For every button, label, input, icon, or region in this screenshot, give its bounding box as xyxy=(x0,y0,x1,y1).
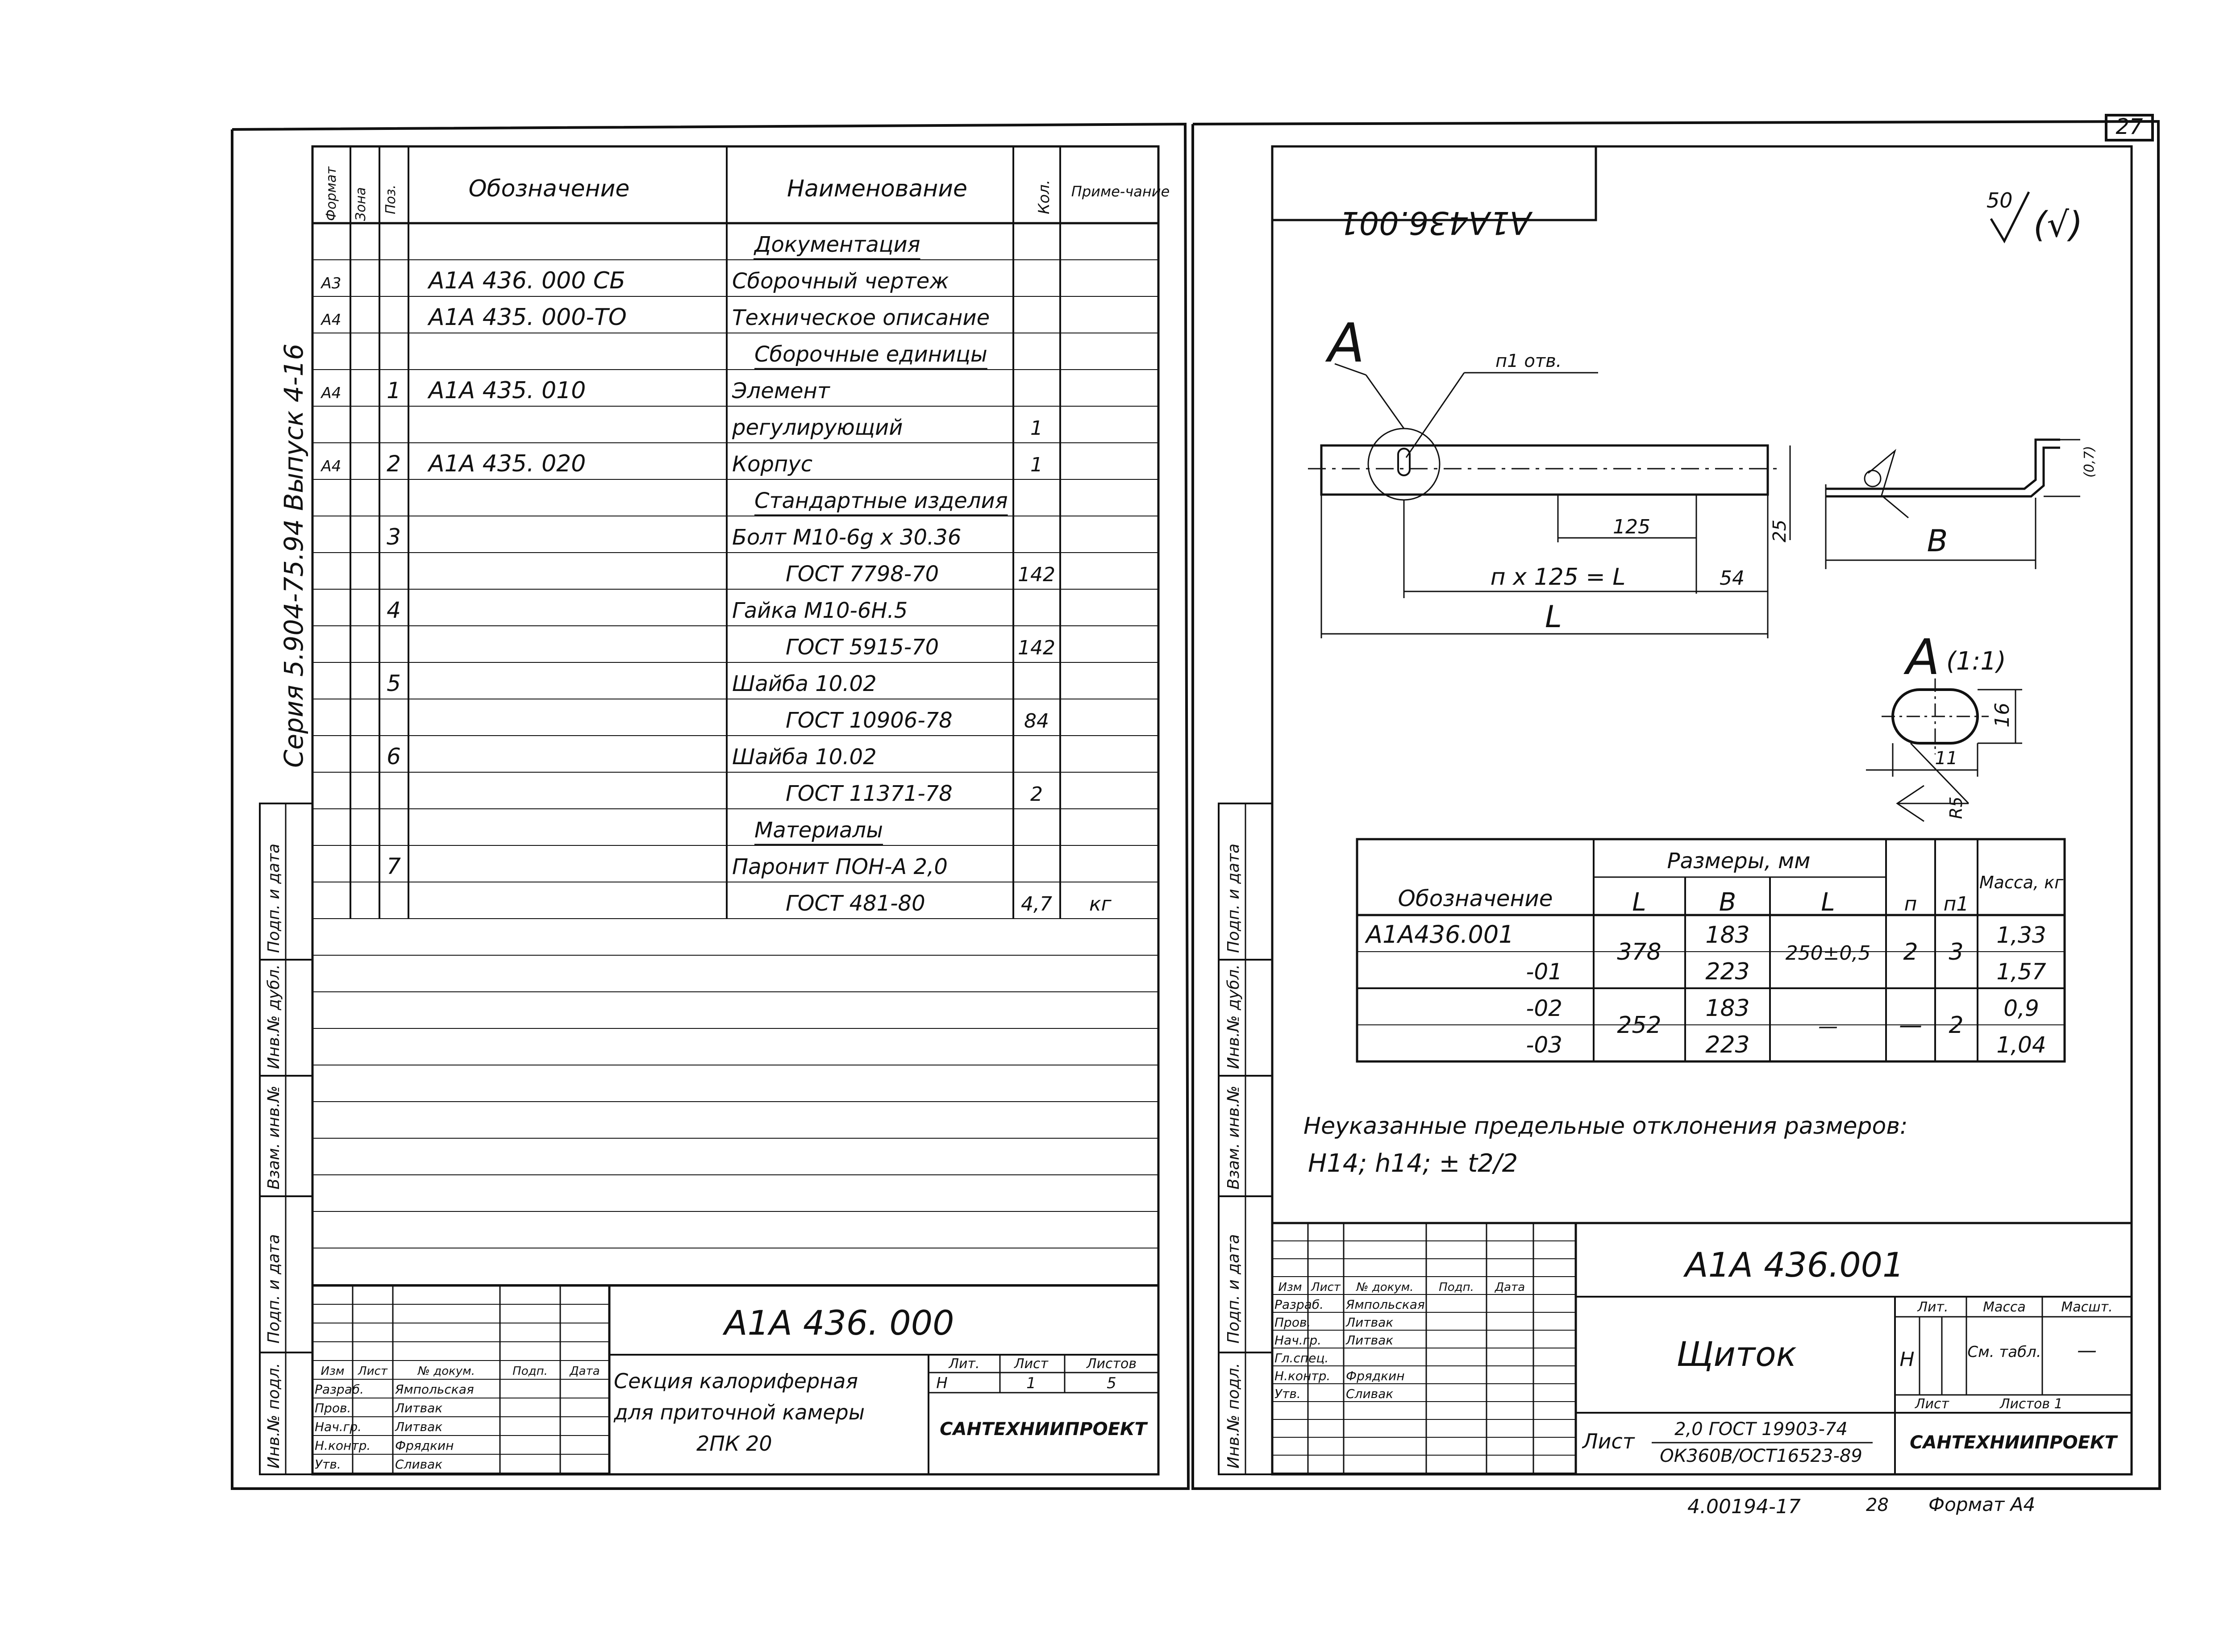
cell-name: ГОСТ 481-80 xyxy=(786,891,925,916)
table-row xyxy=(312,232,1158,260)
cell-name: ГОСТ 10906-78 xyxy=(786,708,953,733)
cell-l: — xyxy=(1818,1015,1838,1038)
note-line-2: Н14; h14; ± t2/2 xyxy=(1308,1149,1518,1178)
cell-name: Шайба 10.02 xyxy=(732,671,877,696)
cell-L: 378 xyxy=(1617,939,1662,965)
cell-qty: 142 xyxy=(1018,637,1055,659)
roughness-value: 50 xyxy=(1986,188,2013,212)
part-side-profile xyxy=(1826,440,2097,569)
cell-mass: 0,9 xyxy=(2003,995,2039,1021)
view-a-label: А xyxy=(1328,312,1365,375)
section-heading: Сборочные единицы xyxy=(754,342,987,367)
right-lit-header: Лит. xyxy=(1917,1299,1949,1315)
change-header: № докум. xyxy=(417,1365,475,1378)
left-inner-frame xyxy=(312,146,1158,1474)
note-line-1: Неуказанные предельные отклонения размеров: xyxy=(1303,1113,1908,1140)
cell-format: А4 xyxy=(321,311,341,329)
spec-header-name: Наименование xyxy=(787,175,968,202)
person-role: Пров. xyxy=(315,1401,351,1415)
material-bottom: ОК360В/ОСТ16523-89 xyxy=(1660,1446,1862,1466)
cell-mass: 1,33 xyxy=(1996,922,2046,948)
section-heading: Документация xyxy=(754,232,920,257)
left-sheets-value: 5 xyxy=(1107,1374,1116,1392)
variant-code: -02 xyxy=(1526,995,1562,1021)
person-role: Н.контр. xyxy=(315,1438,371,1453)
left-sheets-header: Листов xyxy=(1086,1356,1137,1372)
table-row xyxy=(312,744,1158,772)
person-name: Сливак xyxy=(395,1457,443,1472)
cell-qty: 84 xyxy=(1024,710,1049,732)
footer-page: 28 xyxy=(1866,1495,1889,1515)
change-header: Лист xyxy=(1311,1281,1341,1294)
right-scale-header: Масшт. xyxy=(2061,1299,2113,1315)
table-row xyxy=(312,377,1158,406)
left-sheet xyxy=(260,146,1170,1474)
mirrored-doc-code: А1А436.001 xyxy=(1339,204,1531,241)
table-row xyxy=(312,853,1158,882)
page-number: 27 xyxy=(2115,114,2143,139)
cell-name: ГОСТ 5915-70 xyxy=(786,635,939,660)
roughness-symbol xyxy=(1986,188,2083,245)
detail-a-view xyxy=(1866,628,2022,821)
dim-L: L xyxy=(1545,599,1562,635)
stamp-label: Инв.№ дубл. xyxy=(265,964,283,1069)
section-heading: Материалы xyxy=(754,818,883,843)
change-header: Дата xyxy=(1495,1281,1525,1294)
cell-qty: 1 xyxy=(1030,417,1043,440)
stamp-label: Инв.№ подл. xyxy=(265,1363,283,1469)
cell-B: 183 xyxy=(1705,995,1750,1022)
dim-side: (0,7) xyxy=(2082,445,2097,478)
table-header-dims: Размеры, мм xyxy=(1667,849,1811,874)
table-row xyxy=(312,415,1158,443)
cell-B: 223 xyxy=(1705,958,1750,985)
left-title-block xyxy=(312,1286,1158,1474)
left-doc-code: А1А 436. 000 xyxy=(724,1303,954,1343)
table-row xyxy=(312,818,1158,845)
material-top: 2,0 ГОСТ 19903-74 xyxy=(1674,1419,1848,1440)
person-name: Сливак xyxy=(1346,1386,1394,1401)
table-header-mass: Масса, кг xyxy=(1979,873,2064,892)
cell-L: 252 xyxy=(1617,1012,1662,1039)
cell-n: — xyxy=(1899,1012,1922,1039)
person-role: Н.контр. xyxy=(1274,1369,1331,1383)
dim-B: B xyxy=(1927,524,1948,559)
dim-54: 54 xyxy=(1720,567,1745,590)
person-name: Ямпольская xyxy=(395,1382,474,1397)
variant-table xyxy=(1357,839,2065,1061)
cell-format: А3 xyxy=(321,275,341,292)
right-mass-header: Масса xyxy=(1983,1299,2026,1315)
cell-code: А1А 435. 020 xyxy=(429,450,586,477)
person-role: Утв. xyxy=(315,1457,341,1472)
spec-header-note: Приме-чание xyxy=(1071,183,1170,200)
variant-code: А1А436.001 xyxy=(1366,920,1514,949)
dim-nx: п х 125 = L xyxy=(1490,564,1626,591)
right-sheet xyxy=(1219,146,2132,1474)
change-header: Подп. xyxy=(512,1365,548,1378)
spec-header-code: Обозначение xyxy=(468,175,630,202)
variant-code: -01 xyxy=(1526,959,1562,985)
person-role: Разраб. xyxy=(315,1382,364,1397)
right-mass-value: См. табл. xyxy=(1967,1343,2041,1361)
dim-11: 11 xyxy=(1935,748,1958,769)
bend-symbol xyxy=(1868,451,1908,518)
specification-table xyxy=(312,146,1158,1285)
cell-mass: 1,57 xyxy=(1996,959,2046,985)
table-header-code: Обозначение xyxy=(1398,886,1553,911)
person-role: Нач.гр. xyxy=(1274,1333,1322,1348)
cell-qty: 4,7 xyxy=(1021,893,1052,915)
right-sheet-label: Лист xyxy=(1915,1396,1949,1412)
spec-header-zone: Зона xyxy=(353,187,369,221)
left-lit-header: Лит. xyxy=(949,1356,980,1372)
cell-name: ГОСТ 11371-78 xyxy=(786,781,953,806)
holes-label: п1 отв. xyxy=(1495,351,1562,371)
dim-16: 16 xyxy=(1991,703,2014,728)
dim-r: R5 xyxy=(1946,796,1966,819)
cell-n1: 2 xyxy=(1949,1012,1964,1039)
cell-name: регулирующий xyxy=(732,415,903,440)
left-sheet-header: Лист xyxy=(1014,1356,1049,1372)
right-sheets-label: Листов 1 xyxy=(2000,1396,2063,1412)
variant-code: -03 xyxy=(1526,1032,1562,1058)
cell-l: 250±0,5 xyxy=(1785,942,1871,965)
table-row xyxy=(312,450,1158,479)
table-row xyxy=(312,304,1158,333)
person-role: Гл.спец. xyxy=(1274,1351,1329,1365)
person-name: Ямпольская xyxy=(1346,1297,1425,1312)
stamp-label: Подп. и дата xyxy=(265,1234,283,1344)
cell-format: А4 xyxy=(321,458,341,475)
right-scale-value: — xyxy=(2077,1339,2097,1362)
cell-name: Гайка М10-6Н.5 xyxy=(732,598,908,623)
change-header: Дата xyxy=(570,1365,600,1378)
table-header-B: B xyxy=(1719,888,1736,917)
cell-format: А4 xyxy=(321,384,341,402)
cell-code: А1А 435. 000-ТО xyxy=(429,304,627,331)
cell-name: Шайба 10.02 xyxy=(732,745,877,770)
cell-n1: 3 xyxy=(1949,939,1964,965)
change-header: Лист xyxy=(358,1365,387,1378)
table-header-n: п xyxy=(1904,893,1917,915)
detail-a-title: А xyxy=(1906,628,1940,686)
left-org-name: САНТЕХНИИПРОЕКТ xyxy=(940,1419,1147,1440)
spec-header-pos: Поз. xyxy=(383,184,399,214)
right-lit-value: Н xyxy=(1899,1348,1915,1371)
cell-qty: 142 xyxy=(1018,563,1055,586)
table-row xyxy=(312,635,1158,662)
stamp-label: Взам. инв.№ xyxy=(265,1086,283,1190)
cell-name: ГОСТ 7798-70 xyxy=(786,562,939,587)
left-title-line: 2ПК 20 xyxy=(696,1431,772,1456)
left-title-line: Секция калориферная xyxy=(614,1369,858,1393)
cell-pos: 7 xyxy=(387,853,401,879)
cell-note: кг xyxy=(1089,893,1112,915)
detail-a-circle xyxy=(1368,429,1440,500)
stamp-label: Подп. и дата xyxy=(1224,843,1243,953)
cell-name: Техническое описание xyxy=(732,305,990,330)
right-doc-code: А1А 436.001 xyxy=(1685,1245,1904,1285)
table-row xyxy=(312,562,1158,589)
spec-header-format: Формат xyxy=(324,166,339,221)
table-row xyxy=(312,670,1158,699)
part-title: Щиток xyxy=(1676,1334,1797,1374)
cell-pos: 2 xyxy=(387,451,401,477)
cell-B: 223 xyxy=(1705,1032,1750,1058)
left-sheet-frame xyxy=(232,124,1188,1489)
person-name: Литвак xyxy=(1346,1333,1394,1348)
table-row xyxy=(312,342,1158,370)
table-header-n1: п1 xyxy=(1943,893,1969,915)
left-lit-value: Н xyxy=(936,1374,948,1392)
change-header: Изм xyxy=(1278,1281,1302,1294)
right-org-name: САНТЕХНИИПРОЕКТ xyxy=(1910,1432,2117,1453)
change-header: Изм xyxy=(321,1365,345,1378)
table-row xyxy=(312,524,1158,553)
cell-name: Паронит ПОН-А 2,0 xyxy=(732,854,948,879)
material-label: Лист xyxy=(1582,1429,1635,1453)
stamp-label: Подп. и дата xyxy=(265,843,283,953)
plate-outline xyxy=(1321,445,1768,495)
leader-a xyxy=(1366,375,1404,429)
dim-25: 25 xyxy=(1770,520,1790,542)
footer-inventory: 4.00194-17 xyxy=(1687,1495,1801,1518)
stamp-label: Инв.№ дубл. xyxy=(1224,964,1243,1069)
part-plate-view xyxy=(1308,312,1790,638)
right-title-block xyxy=(1272,1223,2132,1474)
left-title-line: для приточной камеры xyxy=(614,1400,865,1424)
change-header: Подп. xyxy=(1439,1281,1474,1294)
cell-pos: 6 xyxy=(387,744,401,770)
left-sheet-value: 1 xyxy=(1026,1374,1036,1392)
table-row xyxy=(312,708,1158,736)
cell-n: 2 xyxy=(1903,939,1918,965)
table-row xyxy=(312,267,1158,296)
cell-qty: 1 xyxy=(1030,454,1043,476)
person-name: Литвак xyxy=(395,1401,443,1415)
stamp-label: Подп. и дата xyxy=(1224,1234,1243,1344)
person-name: Фрядкин xyxy=(1346,1369,1405,1383)
cell-name: Корпус xyxy=(732,452,813,477)
table-header-l: L xyxy=(1821,888,1835,917)
detail-a-scale: (1:1) xyxy=(1946,647,2006,676)
person-role: Пров. xyxy=(1274,1315,1311,1330)
roughness-paren: (√) xyxy=(2033,205,2083,245)
stamp-label: Взам. инв.№ xyxy=(1224,1086,1243,1190)
cell-pos: 1 xyxy=(387,378,401,404)
table-row xyxy=(312,891,1158,919)
cell-pos: 4 xyxy=(387,597,401,623)
table-row xyxy=(312,488,1158,516)
cell-code: А1А 436. 000 СБ xyxy=(429,267,625,294)
spec-header-qty: Кол. xyxy=(1035,179,1053,214)
cell-qty: 2 xyxy=(1030,783,1043,806)
table-row xyxy=(312,781,1158,809)
section-heading: Стандартные изделия xyxy=(754,488,1008,513)
series-side-text: Серия 5.904-75.94 Выпуск 4-16 xyxy=(279,343,309,768)
cell-mass: 1,04 xyxy=(1996,1032,2046,1058)
person-role: Нач.гр. xyxy=(315,1419,362,1434)
person-role: Разраб. xyxy=(1274,1297,1324,1312)
cell-B: 183 xyxy=(1705,922,1750,949)
person-name: Фрядкин xyxy=(395,1438,454,1453)
cell-name: Сборочный чертеж xyxy=(732,269,949,294)
table-row xyxy=(312,597,1158,626)
hole-slot xyxy=(1398,449,1410,475)
cell-pos: 5 xyxy=(387,670,401,696)
footer-format: Формат А4 xyxy=(1928,1494,2036,1515)
stamp-label: Инв.№ подл. xyxy=(1224,1363,1243,1469)
cell-code: А1А 435. 010 xyxy=(429,377,586,404)
person-name: Литвак xyxy=(395,1419,443,1434)
change-header: № докум. xyxy=(1356,1281,1414,1294)
table-header-L: L xyxy=(1632,888,1646,917)
cell-name: Элемент xyxy=(732,379,830,404)
dim-125: 125 xyxy=(1613,516,1650,538)
left-stamp-strip xyxy=(260,803,312,1474)
cell-name: Болт М10-6g х 30.36 xyxy=(732,525,962,550)
cell-pos: 3 xyxy=(387,524,401,550)
person-name: Литвак xyxy=(1346,1315,1394,1330)
right-stamp-strip xyxy=(1219,803,1272,1474)
person-role: Утв. xyxy=(1274,1386,1301,1401)
